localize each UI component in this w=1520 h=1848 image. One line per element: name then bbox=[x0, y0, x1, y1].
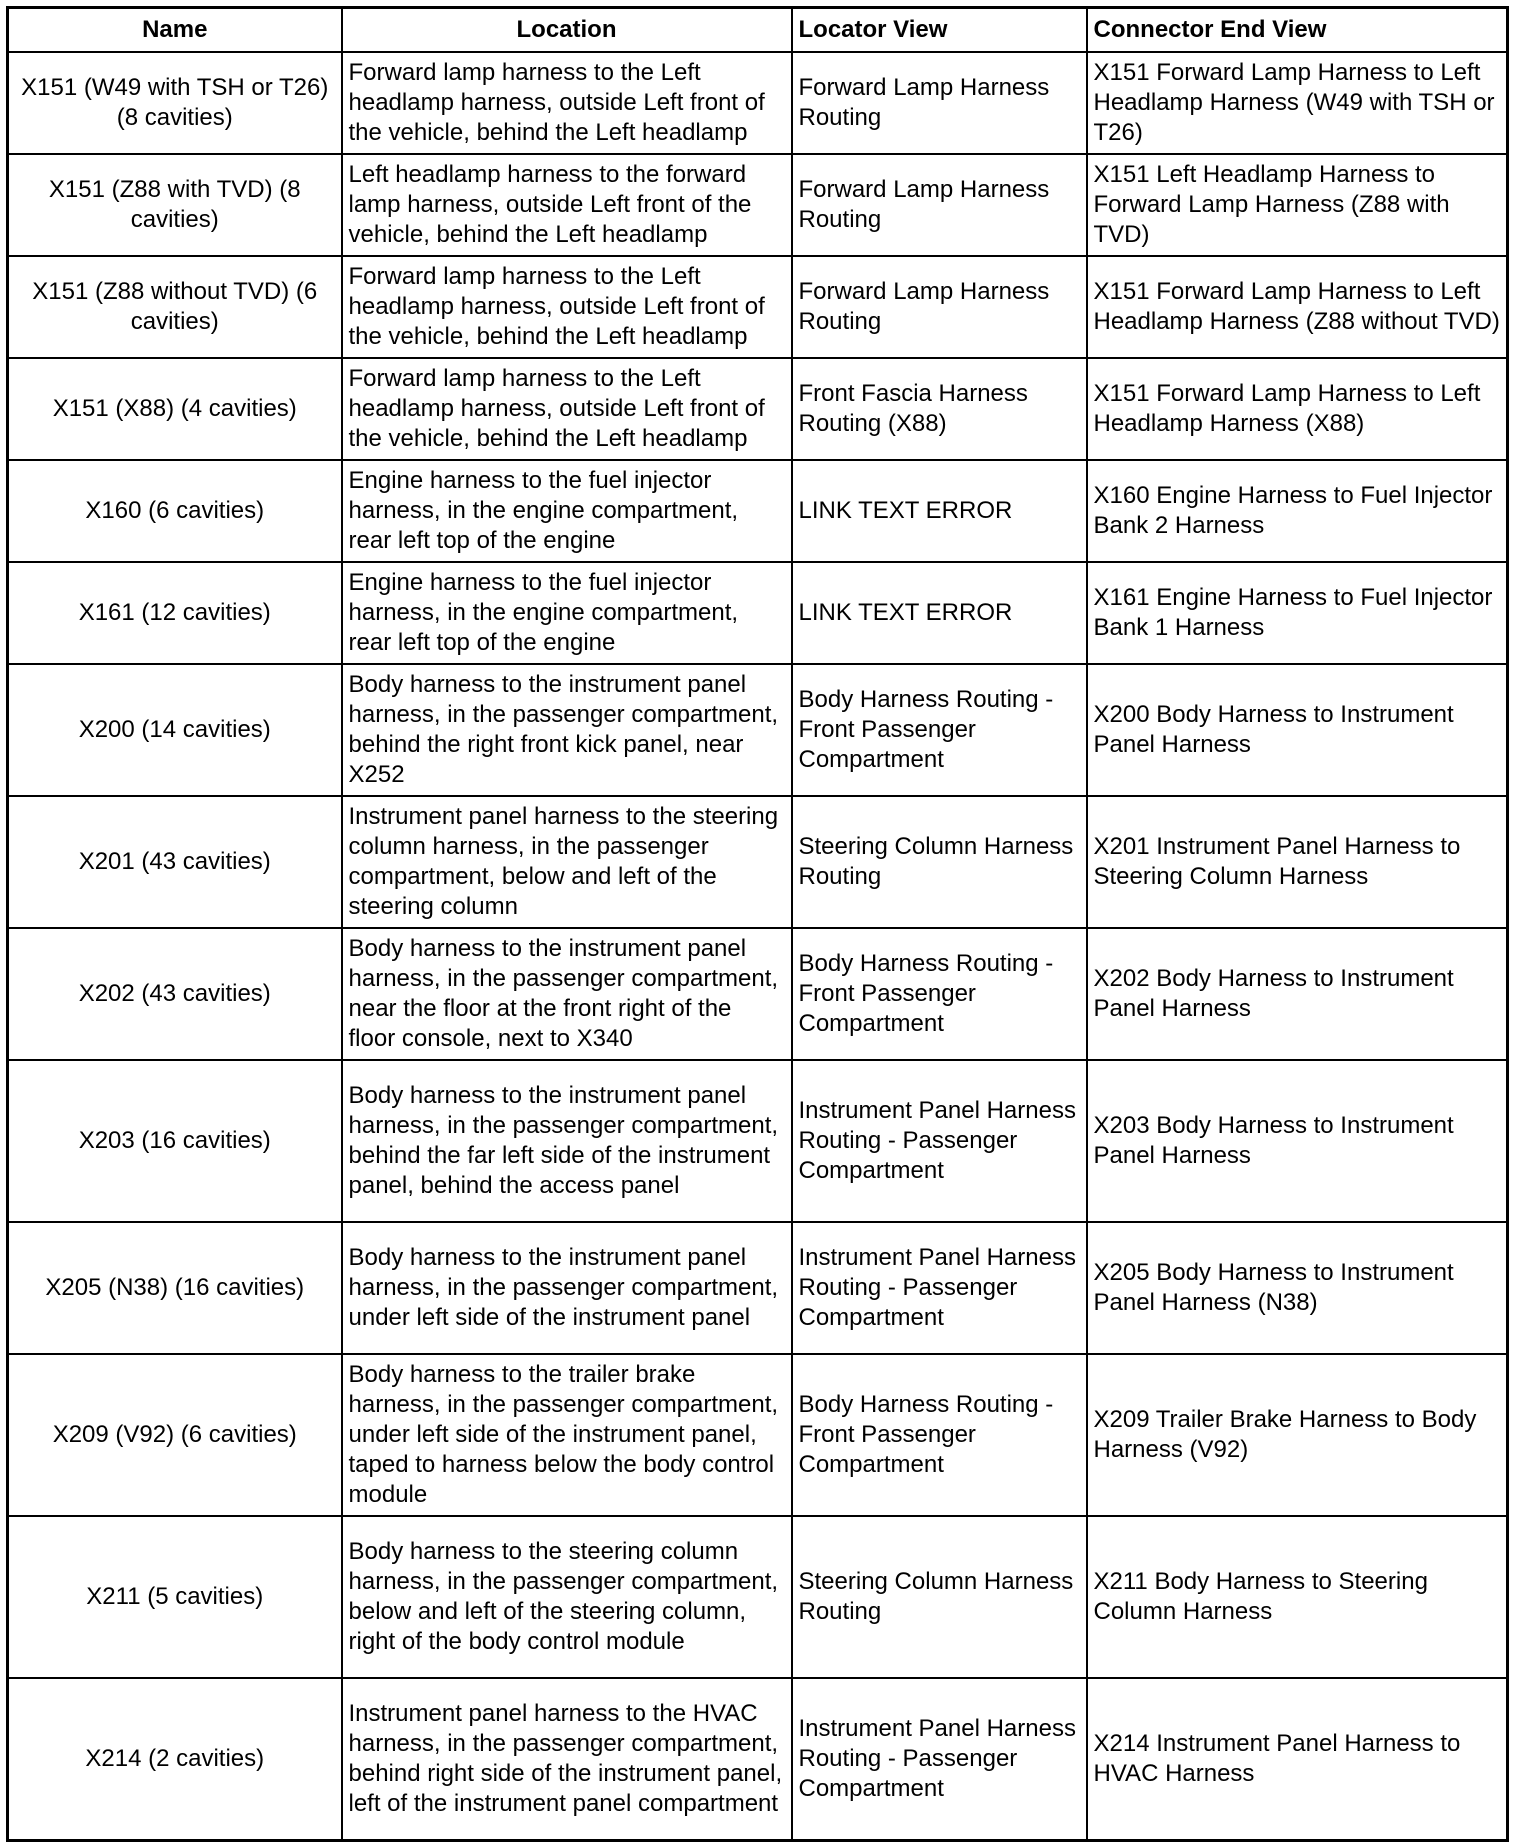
cell-locator-view: LINK TEXT ERROR bbox=[792, 562, 1087, 664]
table-row bbox=[8, 562, 1508, 664]
header-name: Name bbox=[8, 8, 342, 53]
cell-location: Instrument panel harness to the HVAC harness, in the passenger compartment, behind right side of the instrument panel, left of the instrument panel compartment bbox=[342, 1678, 792, 1840]
cell-locator-view: Body Harness Routing - Front Passenger Compartment bbox=[792, 1354, 1087, 1516]
cell-location: Body harness to the trailer brake harness, in the passenger compartment, under left side of the instrument panel, taped to harness below the body control module bbox=[342, 1354, 792, 1516]
cell-connector-end-view: X160 Engine Harness to Fuel Injector Bank 2 Harness bbox=[1087, 460, 1508, 562]
cell-name: X211 (5 cavities) bbox=[8, 1516, 342, 1678]
cell-connector-end-view: X211 Body Harness to Steering Column Harness bbox=[1087, 1516, 1508, 1678]
cell-location: Body harness to the instrument panel harness, in the passenger compartment, near the floor at the front right of the floor console, next to X340 bbox=[342, 928, 792, 1060]
cell-location: Body harness to the instrument panel harness, in the passenger compartment, behind the right front kick panel, near X252 bbox=[342, 664, 792, 796]
cell-locator-view: Front Fascia Harness Routing (X88) bbox=[792, 358, 1087, 460]
cell-locator-view: Body Harness Routing - Front Passenger Compartment bbox=[792, 928, 1087, 1060]
header-location: Location bbox=[342, 8, 792, 53]
table-row bbox=[8, 1222, 1508, 1354]
cell-name: X151 (W49 with TSH or T26) (8 cavities) bbox=[8, 52, 342, 154]
table-row bbox=[8, 1060, 1508, 1222]
table-row bbox=[8, 1678, 1508, 1840]
cell-connector-end-view: X151 Forward Lamp Harness to Left Headlamp Harness (W49 with TSH or T26) bbox=[1087, 52, 1508, 154]
cell-name: X151 (X88) (4 cavities) bbox=[8, 358, 342, 460]
connector-table bbox=[6, 6, 1509, 1842]
cell-name: X200 (14 cavities) bbox=[8, 664, 342, 796]
cell-location: Body harness to the instrument panel harness, in the passenger compartment, behind the far left side of the instrument panel, behind the access panel bbox=[342, 1060, 792, 1222]
cell-name: X203 (16 cavities) bbox=[8, 1060, 342, 1222]
cell-name: X209 (V92) (6 cavities) bbox=[8, 1354, 342, 1516]
cell-name: X151 (Z88 with TVD) (8 cavities) bbox=[8, 154, 342, 256]
cell-name: X214 (2 cavities) bbox=[8, 1678, 342, 1840]
cell-location: Forward lamp harness to the Left headlamp harness, outside Left front of the vehicle, behind the Left headlamp bbox=[342, 52, 792, 154]
table-row bbox=[8, 460, 1508, 562]
cell-connector-end-view: X151 Forward Lamp Harness to Left Headlamp Harness (Z88 without TVD) bbox=[1087, 256, 1508, 358]
cell-connector-end-view: X209 Trailer Brake Harness to Body Harness (V92) bbox=[1087, 1354, 1508, 1516]
table-row bbox=[8, 1516, 1508, 1678]
cell-locator-view: Instrument Panel Harness Routing - Passenger Compartment bbox=[792, 1678, 1087, 1840]
table-row bbox=[8, 928, 1508, 1060]
table-row bbox=[8, 358, 1508, 460]
cell-locator-view: LINK TEXT ERROR bbox=[792, 460, 1087, 562]
header-connector-end-view: Connector End View bbox=[1087, 8, 1508, 53]
cell-locator-view: Steering Column Harness Routing bbox=[792, 796, 1087, 928]
cell-locator-view: Forward Lamp Harness Routing bbox=[792, 52, 1087, 154]
cell-locator-view: Instrument Panel Harness Routing - Passenger Compartment bbox=[792, 1060, 1087, 1222]
cell-location: Left headlamp harness to the forward lamp harness, outside Left front of the vehicle, behind the Left headlamp bbox=[342, 154, 792, 256]
cell-locator-view: Forward Lamp Harness Routing bbox=[792, 154, 1087, 256]
cell-location: Instrument panel harness to the steering column harness, in the passenger compartment, below and left of the steering column bbox=[342, 796, 792, 928]
cell-name: X160 (6 cavities) bbox=[8, 460, 342, 562]
cell-connector-end-view: X151 Forward Lamp Harness to Left Headlamp Harness (X88) bbox=[1087, 358, 1508, 460]
cell-connector-end-view: X214 Instrument Panel Harness to HVAC Harness bbox=[1087, 1678, 1508, 1840]
cell-location: Body harness to the steering column harness, in the passenger compartment, below and left of the steering column, right of the body control module bbox=[342, 1516, 792, 1678]
cell-name: X202 (43 cavities) bbox=[8, 928, 342, 1060]
cell-connector-end-view: X151 Left Headlamp Harness to Forward Lamp Harness (Z88 with TVD) bbox=[1087, 154, 1508, 256]
cell-connector-end-view: X205 Body Harness to Instrument Panel Harness (N38) bbox=[1087, 1222, 1508, 1354]
cell-name: X205 (N38) (16 cavities) bbox=[8, 1222, 342, 1354]
cell-connector-end-view: X201 Instrument Panel Harness to Steering Column Harness bbox=[1087, 796, 1508, 928]
table-row bbox=[8, 1354, 1508, 1516]
cell-connector-end-view: X203 Body Harness to Instrument Panel Harness bbox=[1087, 1060, 1508, 1222]
cell-location: Body harness to the instrument panel harness, in the passenger compartment, under left side of the instrument panel bbox=[342, 1222, 792, 1354]
table-row bbox=[8, 52, 1508, 154]
cell-location: Engine harness to the fuel injector harness, in the engine compartment, rear left top of the engine bbox=[342, 562, 792, 664]
cell-location: Engine harness to the fuel injector harness, in the engine compartment, rear left top of the engine bbox=[342, 460, 792, 562]
cell-locator-view: Body Harness Routing - Front Passenger Compartment bbox=[792, 664, 1087, 796]
cell-locator-view: Steering Column Harness Routing bbox=[792, 1516, 1087, 1678]
header-row bbox=[8, 8, 1508, 53]
cell-location: Forward lamp harness to the Left headlamp harness, outside Left front of the vehicle, behind the Left headlamp bbox=[342, 358, 792, 460]
header-locator-view: Locator View bbox=[792, 8, 1087, 53]
cell-name: X151 (Z88 without TVD) (6 cavities) bbox=[8, 256, 342, 358]
cell-name: X201 (43 cavities) bbox=[8, 796, 342, 928]
cell-locator-view: Instrument Panel Harness Routing - Passenger Compartment bbox=[792, 1222, 1087, 1354]
cell-locator-view: Forward Lamp Harness Routing bbox=[792, 256, 1087, 358]
table-row bbox=[8, 256, 1508, 358]
cell-connector-end-view: X202 Body Harness to Instrument Panel Harness bbox=[1087, 928, 1508, 1060]
table-row bbox=[8, 664, 1508, 796]
cell-name: X161 (12 cavities) bbox=[8, 562, 342, 664]
cell-location: Forward lamp harness to the Left headlamp harness, outside Left front of the vehicle, behind the Left headlamp bbox=[342, 256, 792, 358]
table-row bbox=[8, 154, 1508, 256]
cell-connector-end-view: X200 Body Harness to Instrument Panel Harness bbox=[1087, 664, 1508, 796]
table-row bbox=[8, 796, 1508, 928]
cell-connector-end-view: X161 Engine Harness to Fuel Injector Bank 1 Harness bbox=[1087, 562, 1508, 664]
